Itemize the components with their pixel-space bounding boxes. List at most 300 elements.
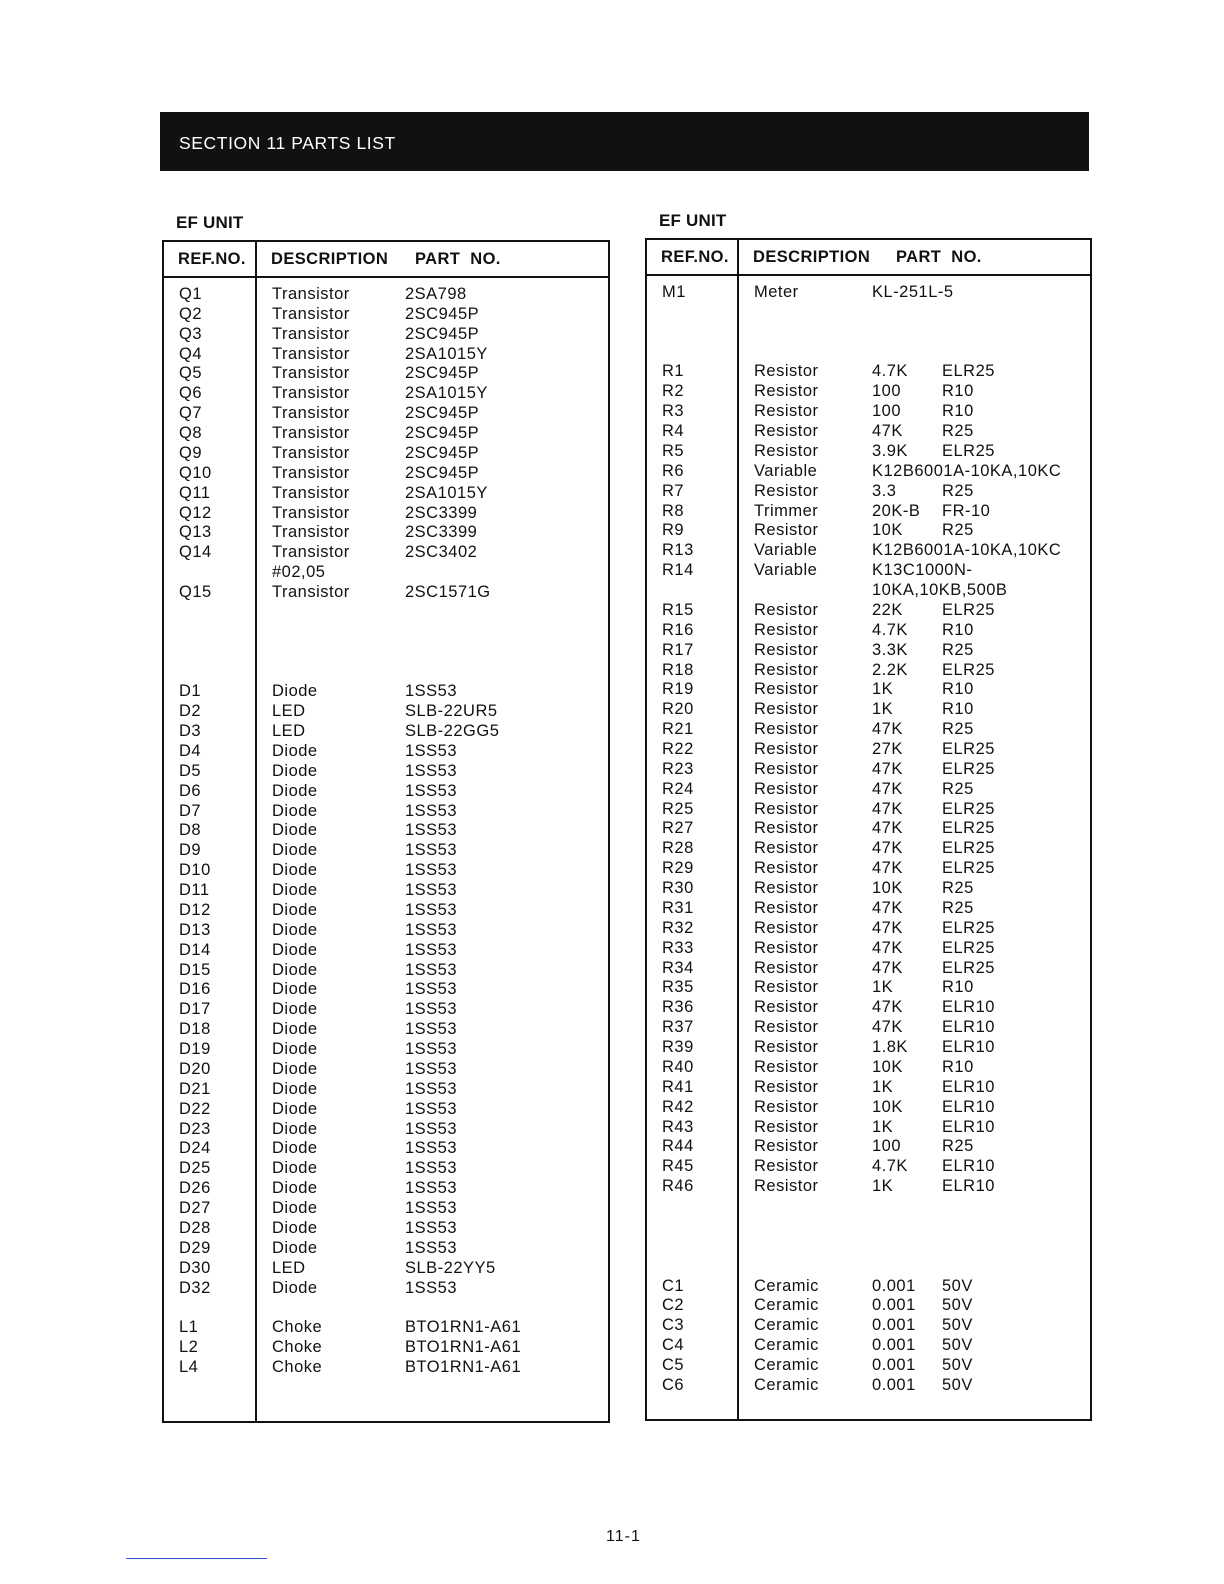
cell-ref: R13 xyxy=(662,541,694,560)
cell-desc: Resistor xyxy=(754,600,819,619)
cell-part: 47K xyxy=(872,958,903,977)
cell-desc: Resistor xyxy=(754,1038,819,1057)
header-description: DESCRIPTION xyxy=(271,250,389,268)
cell-ref: D32 xyxy=(179,1278,211,1297)
cell-part: 1SS53 xyxy=(405,801,458,820)
left-parts-table xyxy=(162,240,610,1423)
cell-part: 100 xyxy=(872,402,902,421)
cell-ref: D5 xyxy=(179,761,202,780)
cell-spec: ELR10 xyxy=(942,1077,995,1096)
cell-spec: R10 xyxy=(942,978,974,997)
cell-desc: Diode xyxy=(272,881,318,900)
header-divider xyxy=(164,276,608,278)
cell-ref: Q13 xyxy=(179,523,212,542)
cell-desc: Resistor xyxy=(754,1117,819,1136)
cell-ref: Q11 xyxy=(179,483,211,502)
cell-ref: D22 xyxy=(179,1099,211,1118)
cell-desc: Variable xyxy=(754,461,818,480)
cell-desc: Variable xyxy=(754,541,818,560)
cell-ref: L1 xyxy=(179,1318,199,1337)
cell-desc: Resistor xyxy=(754,620,819,639)
cell-part: 1SS53 xyxy=(405,1199,458,1218)
cell-part: 1SS53 xyxy=(405,1040,458,1059)
cell-part: 1SS53 xyxy=(405,742,458,760)
cell-desc: Transistor xyxy=(272,344,350,363)
header-ref-no: REF.NO. xyxy=(178,250,246,268)
cell-part: 1SS53 xyxy=(405,1278,458,1297)
cell-ref: R30 xyxy=(662,879,694,898)
cell-spec: ELR10 xyxy=(942,1157,995,1176)
cell-desc: Resistor xyxy=(754,1057,819,1076)
cell-ref: Q12 xyxy=(179,503,212,522)
cell-desc: Resistor xyxy=(754,938,819,957)
cell-desc: Transistor xyxy=(272,324,350,343)
cell-spec: ELR10 xyxy=(942,1097,995,1116)
cell-part: 1SS53 xyxy=(405,1079,458,1098)
cell-part: 1SS53 xyxy=(405,1059,458,1078)
cell-part: 1SS53 xyxy=(405,1238,458,1257)
cell-desc: Choke xyxy=(272,1318,323,1337)
cell-part: 0.001 xyxy=(872,1375,916,1394)
cell-part: SLB-22UR5 xyxy=(405,702,498,721)
cell-ref: D30 xyxy=(179,1258,211,1277)
cell-ref: R19 xyxy=(662,680,694,699)
cell-ref: R32 xyxy=(662,918,694,937)
cell-part: 3.3 xyxy=(872,481,897,500)
cell-part: 47K xyxy=(872,759,903,778)
cell-desc: Diode xyxy=(272,742,318,760)
cell-desc: Resistor xyxy=(754,779,819,798)
cell-ref: R24 xyxy=(662,779,694,798)
cell-desc: Diode xyxy=(272,1159,318,1178)
cell-part: 2SC945P xyxy=(405,364,480,383)
cell-spec: ELR25 xyxy=(942,740,995,758)
cell-part: 4.7K xyxy=(872,620,908,639)
cell-part: 2SA1015Y xyxy=(405,344,488,363)
cell-ref: D8 xyxy=(179,821,202,840)
cell-desc: Diode xyxy=(272,761,318,780)
cell-ref: C3 xyxy=(662,1316,685,1335)
cell-desc: Trimmer xyxy=(754,501,819,520)
cell-part: 22K xyxy=(872,600,903,619)
cell-part: 47K xyxy=(872,918,903,937)
cell-spec: ELR25 xyxy=(942,859,995,878)
cell-part: 1SS53 xyxy=(405,1020,458,1039)
cell-spec: R25 xyxy=(942,422,974,441)
header-description: DESCRIPTION xyxy=(753,248,871,266)
cell-part: 47K xyxy=(872,839,903,858)
cell-part: 3.3K xyxy=(872,640,908,659)
section-title: SECTION 11 PARTS LIST xyxy=(179,133,396,153)
cell-desc: Resistor xyxy=(754,978,819,997)
cell-part: 1K xyxy=(872,1077,894,1096)
cell-desc: Resistor xyxy=(754,402,819,421)
cell-spec: 50V xyxy=(942,1336,973,1355)
cell-desc: Ceramic xyxy=(754,1296,819,1315)
cell-desc: Diode xyxy=(272,1059,318,1078)
cell-ref: D17 xyxy=(179,1000,211,1019)
cell-part: 47K xyxy=(872,859,903,878)
cell-part: 47K xyxy=(872,1018,903,1037)
cell-desc: Diode xyxy=(272,1119,318,1138)
cell-part: 2SC3402 xyxy=(405,543,478,562)
cell-desc: Variable xyxy=(754,561,818,580)
cell-ref: D23 xyxy=(179,1119,211,1138)
cell-part: 2SA1015Y xyxy=(405,384,488,403)
column-divider xyxy=(255,242,257,1421)
cell-ref: D7 xyxy=(179,801,202,820)
cell-part: 1SS53 xyxy=(405,1000,458,1019)
cell-part: 10K xyxy=(872,521,903,540)
left-unit-label: EF UNIT xyxy=(176,213,244,232)
cell-ref: R27 xyxy=(662,819,694,838)
cell-ref: C2 xyxy=(662,1296,685,1315)
cell-part: 1.8K xyxy=(872,1038,908,1057)
cell-ref: C4 xyxy=(662,1336,685,1355)
cell-part: K12B6001A-10KA,10KC xyxy=(872,541,1062,560)
cell-desc: Resistor xyxy=(754,819,819,838)
cell-ref: C5 xyxy=(662,1355,685,1374)
cell-spec: 50V xyxy=(942,1296,973,1315)
cell-part: 10K xyxy=(872,1097,903,1116)
cell-part: 47K xyxy=(872,720,903,739)
cell-ref: D19 xyxy=(179,1040,211,1059)
cell-ref: R23 xyxy=(662,759,694,778)
cell-ref: R46 xyxy=(662,1177,694,1196)
cell-desc: Resistor xyxy=(754,859,819,878)
cell-part: 2SA798 xyxy=(405,285,467,303)
cell-ref: D9 xyxy=(179,841,202,860)
header-divider xyxy=(647,274,1090,276)
cell-ref: D28 xyxy=(179,1218,211,1237)
cell-ref: D6 xyxy=(179,781,202,800)
cell-part: K12B6001A-10KA,10KC xyxy=(872,461,1062,480)
cell-ref: R42 xyxy=(662,1097,694,1116)
cell-ref: D24 xyxy=(179,1139,211,1158)
cell-desc: Choke xyxy=(272,1357,323,1376)
cell-part: 3.9K xyxy=(872,441,908,460)
cell-ref: R34 xyxy=(662,958,694,977)
cell-part: 1SS53 xyxy=(405,1139,458,1158)
cell-spec: R10 xyxy=(942,382,974,401)
cell-desc: Diode xyxy=(272,1278,318,1297)
cell-ref: D10 xyxy=(179,861,211,880)
cell-part: 1K xyxy=(872,1177,894,1196)
cell-ref: Q7 xyxy=(179,404,203,423)
cell-part: 1SS53 xyxy=(405,1218,458,1237)
cell-spec: R10 xyxy=(942,680,974,699)
cell-part: 2SC945P xyxy=(405,404,480,423)
cell-ref: Q14 xyxy=(179,543,212,562)
column-divider xyxy=(737,240,739,1419)
cell-desc: Diode xyxy=(272,1139,318,1158)
cell-ref: R20 xyxy=(662,700,694,719)
cell-desc: Resistor xyxy=(754,918,819,937)
cell-desc: Transistor xyxy=(272,523,350,542)
cell-spec: R25 xyxy=(942,720,974,739)
cell-desc: Transistor xyxy=(272,364,350,383)
cell-part: 4.7K xyxy=(872,362,908,381)
section-banner xyxy=(160,112,1089,171)
cell-ref: C6 xyxy=(662,1375,685,1394)
cell-desc: Diode xyxy=(272,1179,318,1198)
cell-ref: R9 xyxy=(662,521,685,540)
cell-desc: Resistor xyxy=(754,1018,819,1037)
cell-ref: Q6 xyxy=(179,384,203,403)
cell-desc: Diode xyxy=(272,682,318,701)
cell-ref: D4 xyxy=(179,742,202,760)
cell-desc: Diode xyxy=(272,960,318,979)
cell-spec: ELR25 xyxy=(942,958,995,977)
cell-ref: C1 xyxy=(662,1276,685,1295)
cell-part: 100 xyxy=(872,1137,902,1156)
cell-ref: R7 xyxy=(662,481,685,500)
cell-ref: R39 xyxy=(662,1038,694,1057)
cell-desc: Transistor xyxy=(272,543,350,562)
cell-desc: Diode xyxy=(272,1000,318,1019)
cell-part: 2SA1015Y xyxy=(405,483,488,502)
cell-spec: R25 xyxy=(942,1137,974,1156)
header-ref-no: REF.NO. xyxy=(661,248,729,266)
cell-spec: 50V xyxy=(942,1316,973,1335)
cell-desc: Diode xyxy=(272,1199,318,1218)
cell-part: 47K xyxy=(872,779,903,798)
cell-ref: R16 xyxy=(662,620,694,639)
cell-desc: Diode xyxy=(272,1218,318,1237)
cell-spec: ELR10 xyxy=(942,998,995,1017)
cell-desc: Resistor xyxy=(754,680,819,699)
cell-desc: Choke xyxy=(272,1338,323,1357)
cell-part: 2SC3399 xyxy=(405,503,478,522)
cell-ref: R43 xyxy=(662,1117,694,1136)
cell-spec: ELR25 xyxy=(942,600,995,619)
cell-part: 0.001 xyxy=(872,1276,916,1295)
cell-desc: Resistor xyxy=(754,1077,819,1096)
cell-part: 1SS53 xyxy=(405,682,458,701)
cell-ref: R36 xyxy=(662,998,694,1017)
cell-part: 1SS53 xyxy=(405,1159,458,1178)
cell-desc: Diode xyxy=(272,900,318,919)
cell-part: 47K xyxy=(872,422,903,441)
cell-ref: L4 xyxy=(179,1357,199,1376)
cell-desc: LED xyxy=(272,702,306,721)
cell-ref: D3 xyxy=(179,722,202,741)
cell-part: 1SS53 xyxy=(405,900,458,919)
cell-ref: Q10 xyxy=(179,463,212,482)
cell-part: 1SS53 xyxy=(405,1099,458,1118)
cell-desc: Diode xyxy=(272,841,318,860)
cell-part: 2.2K xyxy=(872,660,908,679)
cell-desc: Resistor xyxy=(754,640,819,659)
cell-ref: R33 xyxy=(662,938,694,957)
cell-desc: Resistor xyxy=(754,1157,819,1176)
cell-ref: L2 xyxy=(179,1338,199,1357)
cell-part: 1SS53 xyxy=(405,841,458,860)
cell-ref: D20 xyxy=(179,1059,211,1078)
cell-desc: Transistor xyxy=(272,384,350,403)
cell-ref: Q15 xyxy=(179,583,212,602)
cell-part: 1K xyxy=(872,700,894,719)
cell-part: 10KA,10KB,500B xyxy=(872,581,1008,600)
cell-spec: ELR25 xyxy=(942,759,995,778)
cell-ref: R1 xyxy=(662,362,685,381)
cell-ref: Q2 xyxy=(179,304,203,323)
cell-spec: ELR10 xyxy=(942,1177,995,1196)
cell-ref: D25 xyxy=(179,1159,211,1178)
cell-part: 2SC1571G xyxy=(405,583,491,602)
cell-desc: Resistor xyxy=(754,382,819,401)
cell-ref: R31 xyxy=(662,898,694,917)
cell-ref: R28 xyxy=(662,839,694,858)
cell-part: 4.7K xyxy=(872,1157,908,1176)
cell-part: 1SS53 xyxy=(405,960,458,979)
cell-part: 20K-B xyxy=(872,501,921,520)
cell-part: 47K xyxy=(872,898,903,917)
cell-desc: Ceramic xyxy=(754,1316,819,1335)
cell-part: 0.001 xyxy=(872,1316,916,1335)
cell-ref: R15 xyxy=(662,600,694,619)
cell-desc: Resistor xyxy=(754,481,819,500)
cell-desc: Ceramic xyxy=(754,1375,819,1394)
cell-desc: Resistor xyxy=(754,898,819,917)
cell-part: 0.001 xyxy=(872,1296,916,1315)
page-number: 11-1 xyxy=(606,1528,641,1545)
cell-desc: Transistor xyxy=(272,424,350,443)
cell-ref: D11 xyxy=(179,881,210,900)
right-unit-label: EF UNIT xyxy=(659,211,727,230)
cell-desc: Transistor xyxy=(272,404,350,423)
cell-desc: Resistor xyxy=(754,958,819,977)
cell-desc: Diode xyxy=(272,1020,318,1039)
cell-spec: 50V xyxy=(942,1276,973,1295)
cell-desc: LED xyxy=(272,1258,306,1277)
cell-spec: R10 xyxy=(942,620,974,639)
cell-spec: R10 xyxy=(942,402,974,421)
cell-desc: Diode xyxy=(272,1099,318,1118)
cell-ref: Q1 xyxy=(179,285,203,303)
cell-desc: Resistor xyxy=(754,700,819,719)
cell-spec: R25 xyxy=(942,879,974,898)
cell-part: 2SC3399 xyxy=(405,523,478,542)
cell-spec: ELR10 xyxy=(942,1018,995,1037)
cell-part: 47K xyxy=(872,819,903,838)
cell-desc: Transistor xyxy=(272,463,350,482)
cell-desc: Diode xyxy=(272,861,318,880)
cell-ref: D29 xyxy=(179,1238,211,1257)
cell-spec: 50V xyxy=(942,1355,973,1374)
cell-spec: ELR25 xyxy=(942,362,995,381)
cell-part: 1SS53 xyxy=(405,881,458,900)
cell-ref: D13 xyxy=(179,920,211,939)
cell-spec: ELR25 xyxy=(942,660,995,679)
cell-desc: Resistor xyxy=(754,879,819,898)
cell-spec: ELR25 xyxy=(942,799,995,818)
cell-desc: LED xyxy=(272,722,306,741)
cell-part: 1SS53 xyxy=(405,861,458,880)
cell-ref: Q3 xyxy=(179,324,203,343)
cell-ref: R5 xyxy=(662,441,685,460)
cell-desc: Diode xyxy=(272,781,318,800)
cell-desc: Diode xyxy=(272,1238,318,1257)
cell-ref: D21 xyxy=(179,1079,211,1098)
cell-spec: R10 xyxy=(942,1057,974,1076)
cell-part: 1K xyxy=(872,978,894,997)
cell-ref: D27 xyxy=(179,1199,211,1218)
cell-desc: Transistor xyxy=(272,285,350,303)
cell-part: 2SC945P xyxy=(405,443,480,462)
cell-spec: ELR25 xyxy=(942,918,995,937)
cell-desc: Transistor xyxy=(272,483,350,502)
cell-desc: Diode xyxy=(272,1040,318,1059)
cell-part: 2SC945P xyxy=(405,304,480,323)
cell-part: 0.001 xyxy=(872,1336,916,1355)
cell-part: 1SS53 xyxy=(405,821,458,840)
cell-desc: Resistor xyxy=(754,422,819,441)
cell-part: 1SS53 xyxy=(405,1179,458,1198)
cell-desc: Diode xyxy=(272,1079,318,1098)
cell-ref: Q9 xyxy=(179,443,203,462)
cell-desc: Resistor xyxy=(754,998,819,1017)
cell-spec: R25 xyxy=(942,898,974,917)
cell-spec: ELR25 xyxy=(942,441,995,460)
cell-part: K13C1000N- xyxy=(872,561,973,580)
cell-spec: ELR25 xyxy=(942,819,995,838)
cell-spec: ELR10 xyxy=(942,1117,995,1136)
cell-part: SLB-22GG5 xyxy=(405,722,500,741)
cell-part: 1K xyxy=(872,680,894,699)
cell-ref: D26 xyxy=(179,1179,211,1198)
cell-ref: D15 xyxy=(179,960,211,979)
cell-spec: ELR10 xyxy=(942,1038,995,1057)
cell-part: BTO1RN1-A61 xyxy=(405,1357,522,1376)
cell-ref: R22 xyxy=(662,740,694,758)
cell-part: 0.001 xyxy=(872,1355,916,1374)
cell-part: 2SC945P xyxy=(405,324,480,343)
cell-desc: Transistor xyxy=(272,304,350,323)
cell-part: BTO1RN1-A61 xyxy=(405,1338,522,1357)
cell-ref: R37 xyxy=(662,1018,694,1037)
cell-ref: D14 xyxy=(179,940,211,959)
scan-mark-line xyxy=(126,1558,267,1559)
cell-desc: #02,05 xyxy=(272,563,326,582)
cell-part: 1K xyxy=(872,1117,894,1136)
cell-ref: R45 xyxy=(662,1157,694,1176)
cell-desc: Resistor xyxy=(754,740,819,758)
cell-part: 10K xyxy=(872,1057,903,1076)
cell-desc: Resistor xyxy=(754,839,819,858)
cell-part: 47K xyxy=(872,799,903,818)
cell-ref: R18 xyxy=(662,660,694,679)
cell-spec: R10 xyxy=(942,700,974,719)
cell-ref: Q8 xyxy=(179,424,203,443)
cell-ref: M1 xyxy=(662,283,686,301)
cell-desc: Ceramic xyxy=(754,1336,819,1355)
cell-ref: R44 xyxy=(662,1137,694,1156)
cell-ref: R14 xyxy=(662,561,694,580)
cell-ref: D1 xyxy=(179,682,202,701)
cell-spec: 50V xyxy=(942,1375,973,1394)
cell-part: 1SS53 xyxy=(405,781,458,800)
cell-desc: Ceramic xyxy=(754,1355,819,1374)
cell-ref: D12 xyxy=(179,900,211,919)
cell-desc: Resistor xyxy=(754,1137,819,1156)
right-parts-table xyxy=(645,238,1092,1421)
cell-desc: Resistor xyxy=(754,1097,819,1116)
cell-ref: R35 xyxy=(662,978,694,997)
cell-part: 47K xyxy=(872,938,903,957)
cell-part: 2SC945P xyxy=(405,424,480,443)
cell-ref: R8 xyxy=(662,501,685,520)
